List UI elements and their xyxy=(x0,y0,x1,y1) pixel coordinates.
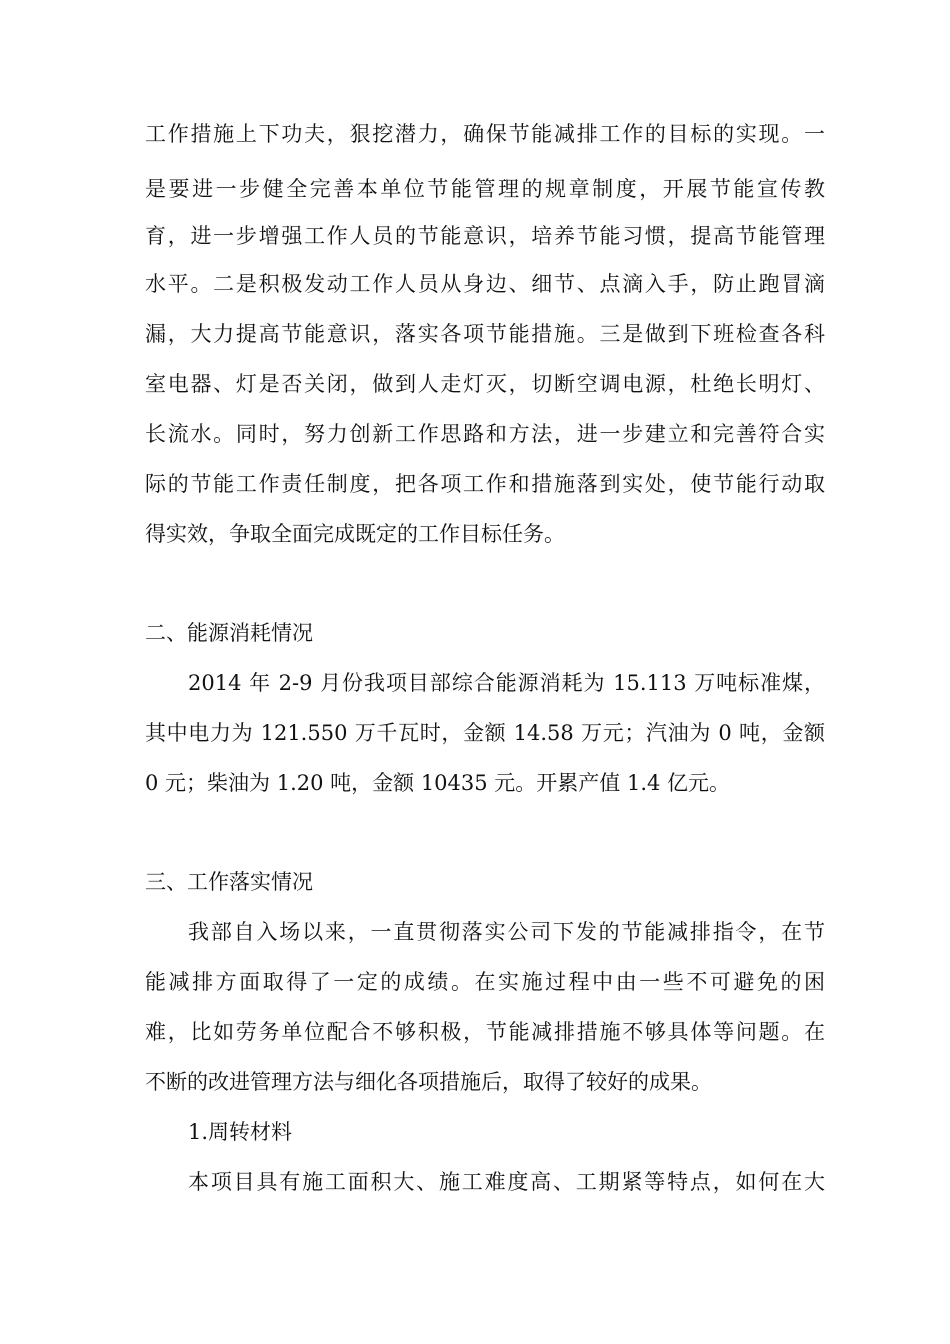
paragraph-line: 是要进一步健全完善本单位节能管理的规章制度，开展节能宣传教 xyxy=(145,177,825,201)
paragraph-line: 室电器、灯是否关闭，做到人走灯灭，切断空调电源，杜绝长明灯、 xyxy=(145,372,825,396)
paragraph-line: 0 元；柴油为 1.20 吨，金额 10435 元。开累产值 1.4 亿元。 xyxy=(145,771,731,795)
paragraph-line: 育，进一步增强工作人员的节能意识，培养节能习惯，提高节能管理 xyxy=(145,224,825,248)
paragraph-line: 水平。二是积极发动工作人员从身边、细节、点滴入手，防止跑冒滴 xyxy=(145,272,825,296)
paragraph-line: 漏，大力提高节能意识，落实各项节能措施。三是做到下班检查各科 xyxy=(145,322,825,346)
section-heading: 二、能源消耗情况 xyxy=(145,621,313,645)
paragraph-line: 2014 年 2-9 月份我项目部综合能源消耗为 15.113 万吨标准煤， xyxy=(188,671,825,695)
paragraph-line: 其中电力为 121.550 万千瓦时，金额 14.58 万元；汽油为 0 吨，金额 xyxy=(145,721,825,745)
paragraph-line: 际的节能工作责任制度，把各项工作和措施落到实处，使节能行动取 xyxy=(145,472,825,496)
paragraph-line: 工作措施上下功夫，狠挖潜力，确保节能减排工作的目标的实现。一 xyxy=(145,122,825,146)
paragraph-line: 难，比如劳务单位配合不够积极，节能减排措施不够具体等问题。在 xyxy=(145,1020,825,1044)
paragraph-line: 本项目具有施工面积大、施工难度高、工期紧等特点，如何在大 xyxy=(188,1170,825,1194)
paragraph-line: 不断的改进管理方法与细化各项措施后，取得了较好的成果。 xyxy=(145,1070,712,1094)
paragraph-line: 我部自入场以来，一直贯彻落实公司下发的节能减排指令，在节 xyxy=(188,920,825,944)
paragraph-line: 能减排方面取得了一定的成绩。在实施过程中由一些不可避免的困 xyxy=(145,970,825,994)
paragraph-line: 长流水。同时，努力创新工作思路和方法，进一步建立和完善符合实 xyxy=(145,422,825,446)
subsection-heading: 1.周转材料 xyxy=(188,1120,293,1144)
paragraph-line: 得实效，争取全面完成既定的工作目标任务。 xyxy=(145,522,565,546)
section-heading: 三、工作落实情况 xyxy=(145,870,313,894)
